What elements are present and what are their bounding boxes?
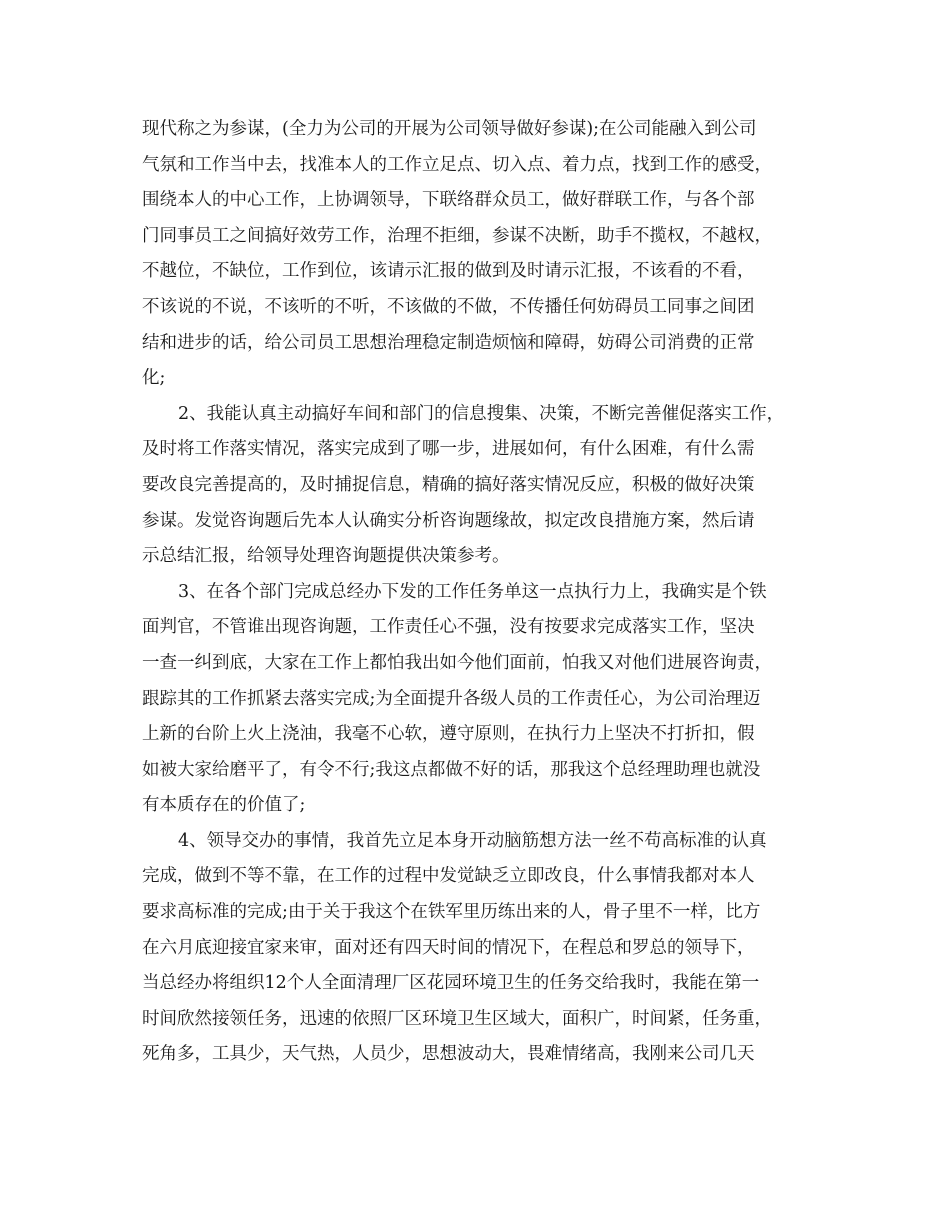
text-line: 不该说的不说，不该听的不听，不该做的不做，不传播任何妨碍员工同事之间团 [142, 296, 755, 317]
text-line: 门同事员工之间搞好效劳工作，治理不拒细，参谋不决断，助手不揽权，不越权， [142, 225, 772, 246]
text-line: 当总经办将组织12个人全面清理厂区花园环境卫生的任务交给我时，我能在第一 [142, 973, 760, 994]
text-line: 及时将工作落实情况，落实完成到了哪一步，进展如何，有什么困难，有什么需 [142, 439, 755, 460]
text-line: 示总结汇报，给领导处理咨询题提供决策参考。 [142, 546, 510, 567]
text-line: 围绕本人的中心工作，上协调领导，下联络群众员工，做好群联工作，与各个部 [142, 190, 755, 211]
document-body [142, 112, 822, 1073]
text-line: 在六月底迎接宜家来审，面对还有四天时间的情况下，在程总和罗总的领导下， [142, 937, 755, 958]
paragraph-3-first-line: 3、在各个部门完成总经办下发的工作任务单这一点执行力上，我确实是个铁 [178, 581, 767, 602]
text-line: 化; [142, 368, 166, 389]
text-line: 现代称之为参谋，(全力为公司的开展为公司领导做好参谋);在公司能融入到公司 [142, 119, 757, 139]
text-line: 结和进步的话，给公司员工思想治理稳定制造烦恼和障碍，妨碍公司消费的正常 [142, 332, 755, 353]
text-line: 如被大家给磨平了，有令不行;我这点都做不好的话，那我这个总经理助理也就没 [142, 759, 761, 780]
text-line: 要改良完善提高的，及时捕捉信息，精确的搞好落实情况反应，积极的做好决策 [142, 474, 755, 495]
text-line: 要求高标准的完成;由于关于我这个在铁军里历练出来的人，骨子里不一样，比方 [142, 902, 761, 923]
text-line: 不越位，不缺位，工作到位，该请示汇报的做到及时请示汇报，不该看的不看， [142, 261, 755, 282]
text-line: 有本质存在的价值了; [142, 795, 306, 816]
text-line: 一查一纠到底，大家在工作上都怕我出如今他们面前，怕我又对他们进展咨询责， [142, 652, 772, 673]
text-line: 死角多，工具少，天气热，人员少，思想波动大，畏难情绪高，我刚来公司几天 [142, 1044, 755, 1065]
text-line: 跟踪其的工作抓紧去落实完成;为全面提升各级人员的工作责任心，为公司治理迈 [142, 688, 761, 709]
text-line: 气氛和工作当中去，找准本人的工作立足点、切入点、着力点，找到工作的感受， [142, 154, 772, 175]
text-line: 面判官，不管谁出现咨询题，工作责任心不强，没有按要求完成落实工作，坚决 [142, 617, 755, 638]
text-line: 完成，做到不等不靠，在工作的过程中发觉缺乏立即改良，什么事情我都对本人 [142, 866, 755, 887]
text-line: 时间欣然接领任务，迅速的依照厂区环境卫生区域大，面积广，时间紧，任务重， [142, 1008, 772, 1029]
paragraph-4-first-line: 4、领导交办的事情，我首先立足本身开动脑筋想方法一丝不苟高标准的认真 [178, 830, 767, 851]
paragraph-2-first-line: 2、我能认真主动搞好车间和部门的信息搜集、决策，不断完善催促落实工作， [178, 403, 785, 424]
text-line: 参谋。发觉咨询题后先本人认确实分析咨询题缘故，拟定改良措施方案，然后请 [142, 510, 755, 531]
text-line: 上新的台阶上火上浇油，我毫不心软，遵守原则，在执行力上坚决不打折扣，假 [142, 724, 755, 745]
